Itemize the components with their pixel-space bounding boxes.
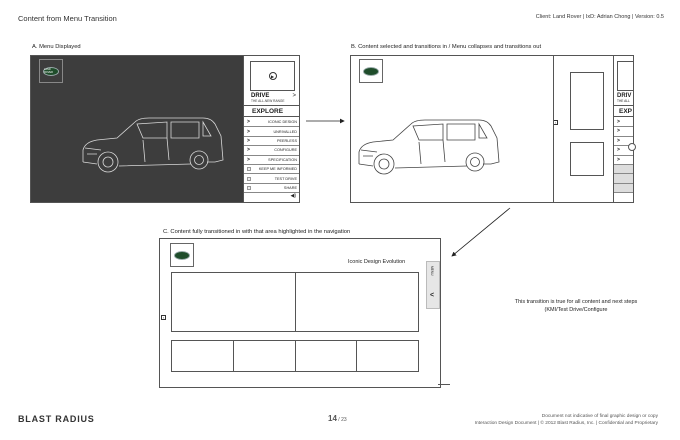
chevron-right-icon: >	[247, 147, 250, 154]
menu-item-label: ICONIC DESIGN	[268, 120, 297, 125]
menu-item[interactable]: >	[614, 156, 634, 165]
menu-item[interactable]: >	[614, 137, 634, 146]
section-b-label: B. Content selected and transitions in / Menu collapses and transitions out	[351, 44, 542, 50]
play-glyph: ▶	[270, 73, 275, 79]
section-c-label: C. Content fully transitioned in with that area highlighted in the navigation	[163, 229, 351, 235]
chevron-right-icon: >	[247, 137, 250, 144]
footer-disclaimer: Document not indicative of final graphic design or copy	[541, 414, 658, 419]
logo-text: LAND ROVER	[44, 68, 53, 74]
menu-item-label: SHARE	[283, 185, 297, 190]
page-current: 14	[328, 414, 337, 423]
speaker-icon[interactable]: ◀)	[290, 193, 296, 199]
menu-item-label: KEEP ME INFORMED	[258, 167, 297, 172]
menu-item[interactable]: >	[614, 118, 634, 127]
menu-item[interactable]: >	[614, 146, 634, 155]
menu-item-label: TEST DRIVE	[274, 176, 297, 181]
explore-heading: EXP	[614, 105, 634, 117]
drive-title[interactable]: DRIV	[617, 93, 632, 99]
menu-item-label: CONFIGURE	[274, 148, 297, 153]
content-title: Iconic Design Evolution	[348, 259, 406, 265]
menu-item-label: PEERLESS	[276, 138, 297, 143]
transition-note: This transition is true for all content and next steps (KMI/Test Drive/Configure	[514, 299, 638, 313]
menu-item-label: UNRIVALLED	[273, 129, 297, 134]
chevron-right-icon: >	[247, 119, 250, 126]
chevron-right-icon: >	[247, 128, 250, 135]
drive-subtitle: THE ALL-NEW RANGE	[251, 99, 285, 103]
footer-copyright: Interaction Design Document | © 2012 Blast Radius, Inc. | Confidential and Proprietary	[474, 421, 658, 426]
arrow-b-to-c	[452, 208, 510, 256]
client-info: Client: Land Rover | IxD: Adrian Chong | Version: 0.5	[535, 14, 664, 20]
chevron-left-icon: <	[430, 292, 435, 299]
drive-subtitle: THE ALL	[617, 99, 630, 103]
menu-item[interactable]: >	[614, 127, 634, 136]
chevron-right-icon: >	[247, 156, 250, 163]
document-title: Content from Menu Transition	[18, 14, 117, 23]
menu-tab-label: MENU	[430, 266, 434, 276]
page-total: / 23	[336, 417, 347, 423]
page-number	[328, 414, 347, 423]
section-a-label: A. Menu Displayed	[32, 44, 81, 50]
menu-item-label: SPECIFICATION	[268, 157, 297, 162]
chevron-right-icon[interactable]: ›	[554, 120, 557, 125]
drive-title[interactable]: DRIVE	[251, 93, 270, 99]
explore-heading: EXPLORE	[244, 105, 300, 117]
blast-radius-logo: BLAST RADIUS	[18, 414, 95, 424]
chevron-right-icon[interactable]: >	[292, 93, 296, 99]
chevron-right-icon[interactable]: ›	[162, 315, 165, 320]
